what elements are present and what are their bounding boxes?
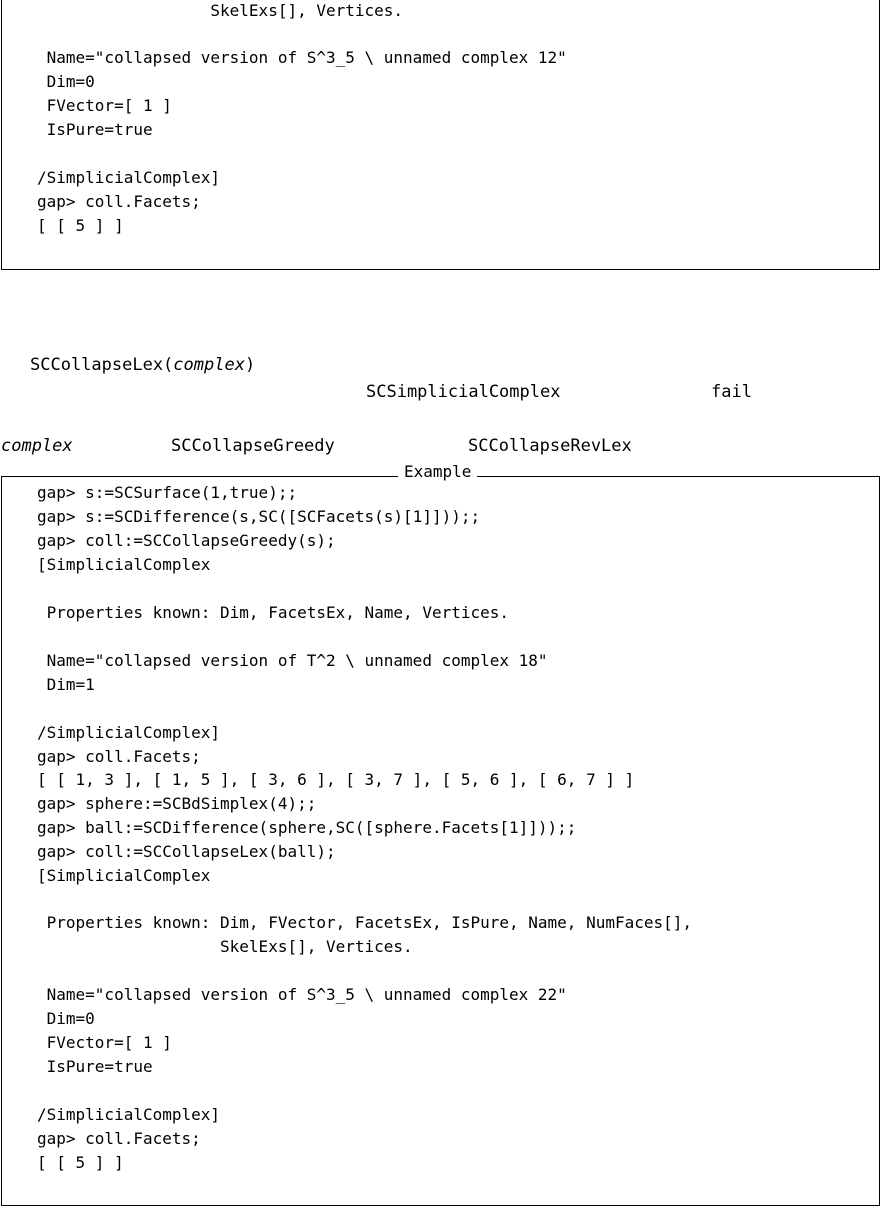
code-line: SkelExs[], Vertices.: [37, 937, 413, 956]
code-line: gap> sphere:=SCBdSimplex(4);;: [37, 794, 317, 813]
example-box-title: Example: [398, 463, 477, 481]
code-line: Dim=0: [37, 1009, 95, 1028]
code-line: Name="collapsed version of S^3_5 \ unnamed complex 22": [37, 985, 567, 1004]
code-line: Name="collapsed version of S^3_5 \ unnamed complex 12": [37, 48, 567, 67]
code-line: gap> coll:=SCCollapseLex(ball);: [37, 842, 336, 861]
code-line: Properties known: Dim, FacetsEx, Name, Vertices.: [37, 603, 510, 622]
code-line: gap> coll:=SCCollapseGreedy(s);: [37, 531, 336, 550]
code-line: gap> coll.Facets;: [37, 1129, 201, 1148]
code-line: IsPure=true: [37, 120, 153, 139]
code-line: SkelExs[], Vertices.: [37, 1, 404, 20]
code-line: Name="collapsed version of T^2 \ unnamed complex 18": [37, 651, 548, 670]
code-line: Properties known: Dim, FVector, FacetsEx, IsPure, Name, NumFaces[],: [37, 913, 693, 932]
code-line: /SimplicialComplex]: [37, 723, 221, 742]
function-name: SCCollapseLex(: [30, 355, 174, 375]
code-line: gap> s:=SCSurface(1,true);;: [37, 483, 298, 502]
example-box: [1, 476, 880, 1206]
code-line: [ [ 5 ] ]: [37, 1153, 124, 1172]
code-line: [SimplicialComplex: [37, 555, 211, 574]
see-also-collapse-greedy: SCCollapseGreedy: [171, 436, 335, 456]
returns-fail: fail: [711, 382, 752, 402]
code-line: gap> coll.Facets;: [37, 192, 201, 211]
code-line: FVector=[ 1 ]: [37, 1033, 172, 1052]
code-line: Dim=0: [37, 72, 95, 91]
complex-argument-word: complex: [1, 436, 73, 456]
function-argument: complex: [173, 355, 245, 375]
function-signature: [30, 355, 255, 375]
code-line: gap> ball:=SCDifference(sphere,SC([sphere.Facets[1]]));;: [37, 818, 577, 837]
code-line: Dim=1: [37, 675, 95, 694]
function-close-paren: ): [244, 355, 256, 375]
code-line: /SimplicialComplex]: [37, 1105, 221, 1124]
code-line: /SimplicialComplex]: [37, 168, 221, 187]
see-also-collapse-revlex: SCCollapseRevLex: [468, 436, 632, 456]
returns-object-type: SCSimplicialComplex: [366, 382, 561, 402]
code-line: [ [ 5 ] ]: [37, 216, 124, 235]
code-line: gap> s:=SCDifference(s,SC([SCFacets(s)[1]]));;: [37, 507, 481, 526]
code-line: IsPure=true: [37, 1057, 153, 1076]
code-line: FVector=[ 1 ]: [37, 96, 172, 115]
code-line: [ [ 1, 3 ], [ 1, 5 ], [ 3, 6 ], [ 3, 7 ], [ 5, 6 ], [ 6, 7 ] ]: [37, 770, 635, 789]
code-line: [SimplicialComplex: [37, 866, 211, 885]
code-line: gap> coll.Facets;: [37, 747, 201, 766]
